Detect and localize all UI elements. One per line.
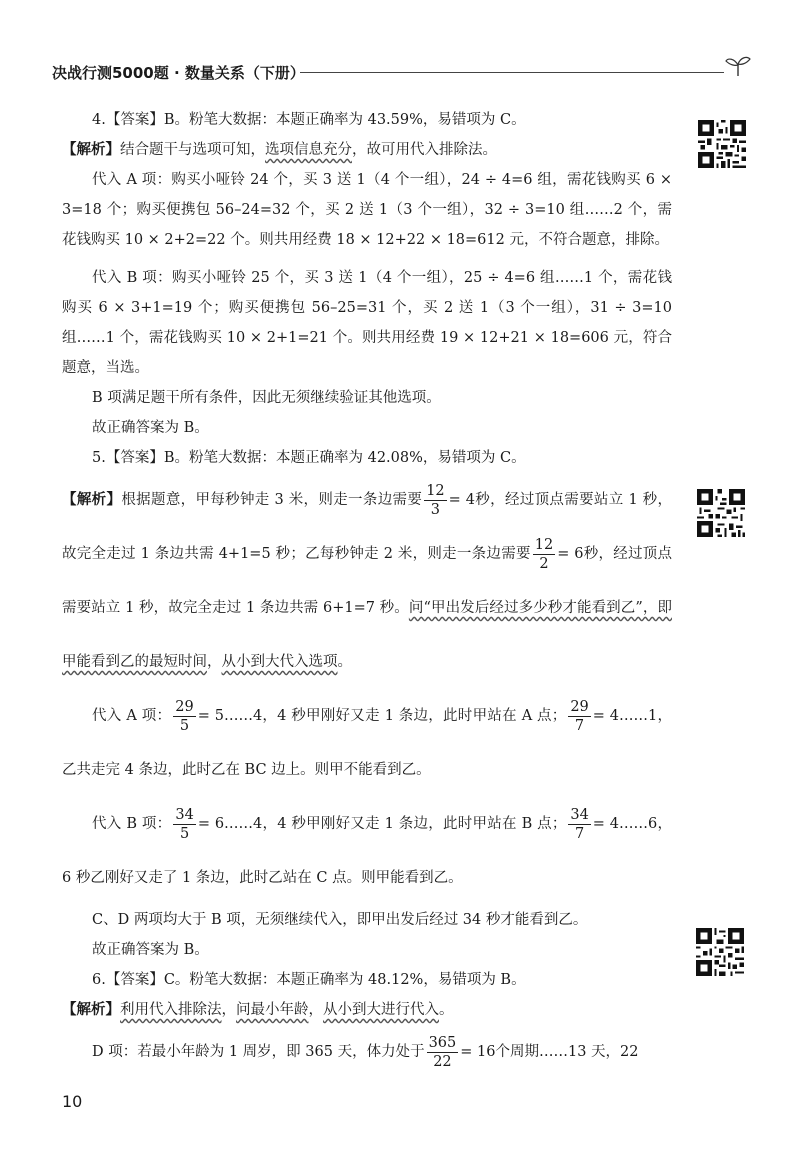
fraction-numerator: 29 bbox=[570, 698, 589, 715]
q4-note: B 项满足题干所有条件，因此无须继续验证其他选项。 bbox=[92, 390, 441, 406]
fraction bbox=[173, 806, 195, 843]
fraction-numerator: 12 bbox=[534, 536, 554, 553]
q6-d-pre: D 项：若最小年龄为 1 周岁，即 365 天，体力处于 bbox=[92, 1044, 425, 1060]
q4-option-b: 代入 B 项：购买小哑铃 25 个，买 3 送 1（4 个一组），25 ÷ 4=6 组……1 个，需花钱购买 6 × 3+1=19 个；购买便携包 56–25=31 个，买 2 送 1（3 个一组），31 ÷ 3=10 组……1 个，需花钱购买 10 × 2+1=21 个。则共用经费 19 × 12+21 × 18=606 元，符合题意，当选。 bbox=[62, 270, 672, 376]
qr-code-icon[interactable] bbox=[697, 489, 745, 537]
analysis-tag: 【解析】 bbox=[62, 492, 122, 508]
fraction-numerator: 29 bbox=[175, 698, 194, 715]
q5-text-7: 。 bbox=[337, 654, 352, 670]
fraction-denominator: 5 bbox=[179, 717, 190, 734]
q6-d-post: = 16个周期……13 天，22 bbox=[460, 1044, 639, 1060]
q5-text-2: = 4秒，经过顶点需要站立 1 秒，故完全走过 1 条边共需 4+1=5 秒；乙每秒钟走 2 米，则走一条边需要 bbox=[62, 492, 673, 562]
fraction bbox=[173, 698, 195, 735]
fraction-denominator: 3 bbox=[430, 501, 441, 518]
fraction-numerator: 34 bbox=[570, 806, 589, 823]
q6-text-4: ， bbox=[308, 1002, 323, 1018]
q5-text-1: 根据题意，甲每秒钟走 3 米，则走一条边需要 bbox=[121, 492, 423, 508]
analysis-tag: 【解析】 bbox=[62, 142, 120, 158]
q6-text-5: 从小到大进行代入 bbox=[323, 1002, 439, 1018]
q6-text-6: 。 bbox=[439, 1002, 454, 1018]
book-title: 决战行测5000题 · 数量关系（下册） bbox=[52, 64, 305, 82]
header-rule bbox=[300, 72, 724, 73]
q5-text-4: 问“甲出发后经过多少秒才能看到乙”，即甲能看到乙的最短时间 bbox=[62, 600, 672, 670]
q5-cd-line: C、D 两项均大于 B 项，无须继续代入，即甲出发后经过 34 秒才能看到乙。 bbox=[92, 912, 588, 928]
q5-option-a bbox=[62, 689, 672, 797]
q5-a-mid: = 5……4，4 秒甲刚好又走 1 条边，此时甲站在 A 点； bbox=[197, 708, 567, 724]
q5-conclusion: 故正确答案为 B。 bbox=[92, 942, 209, 958]
fraction bbox=[427, 1034, 459, 1071]
fraction bbox=[568, 698, 590, 735]
q6-answer-line bbox=[62, 965, 672, 995]
q5-a-pre: 代入 A 项： bbox=[92, 708, 172, 724]
fraction-denominator: 7 bbox=[574, 825, 585, 842]
q4-answer-text: 4.【答案】B。粉笔大数据：本题正确率为 43.59%，易错项为 C。 bbox=[92, 112, 526, 128]
q4-analysis-c: ，故可用代入排除法。 bbox=[352, 142, 497, 158]
q5-answer-line bbox=[62, 443, 672, 473]
page-number: 10 bbox=[62, 1092, 83, 1111]
sprout-icon bbox=[724, 54, 752, 78]
analysis-tag: 【解析】 bbox=[62, 1002, 120, 1018]
q6-text-3: 问最小年龄 bbox=[236, 1002, 309, 1018]
q4-analysis-a: 结合题干与选项可知， bbox=[120, 142, 265, 158]
fraction-denominator: 22 bbox=[433, 1053, 452, 1070]
fraction-numerator: 12 bbox=[426, 482, 445, 499]
q5-option-b bbox=[62, 797, 672, 905]
q5-b-mid: = 6……4，4 秒甲刚好又走 1 条边，此时甲站在 B 点； bbox=[197, 816, 567, 832]
q6-text-2: ， bbox=[221, 1002, 236, 1018]
q5-answer-text: 5.【答案】B。粉笔大数据：本题正确率为 42.08%，易错项为 C。 bbox=[92, 450, 526, 466]
fraction-denominator: 7 bbox=[574, 717, 585, 734]
qr-code-icon[interactable] bbox=[696, 928, 744, 976]
page-body bbox=[62, 105, 672, 1079]
qr-code-icon[interactable] bbox=[698, 120, 746, 168]
q4-conclusion: 故正确答案为 B。 bbox=[92, 420, 209, 436]
q4-option-a: 代入 A 项：购买小哑铃 24 个，买 3 送 1（4 个一组），24 ÷ 4=6 组，需花钱购买 6 × 3=18 个；购买便携包 56–24=32 个，买 2 送 1（3 个一组），32 ÷ 3=10 组……2 个，需花钱购买 10 × 2+2=22 个。则共用经费 18 × 12+22 × 18=612 元，不符合题意，排除。 bbox=[62, 172, 672, 248]
q5-a-post: = 4……1，乙共走完 4 条边，此时乙在 BC 边上。则甲不能看到乙。 bbox=[62, 708, 672, 778]
q4-analysis bbox=[62, 135, 672, 165]
q6-option-d bbox=[62, 1025, 672, 1079]
fraction-denominator: 5 bbox=[179, 825, 190, 842]
q6-text-1: 利用代入排除法 bbox=[120, 1002, 222, 1018]
q4-analysis-b: 选项信息充分 bbox=[265, 142, 352, 158]
q6-analysis bbox=[62, 995, 672, 1025]
fraction-numerator: 34 bbox=[175, 806, 194, 823]
fraction-numerator: 365 bbox=[428, 1034, 457, 1051]
fraction bbox=[424, 482, 446, 519]
q5-b-post: = 4……6，6 秒乙刚好又走了 1 条边，此时乙站在 C 点。则甲能看到乙。 bbox=[62, 816, 672, 886]
running-header bbox=[52, 60, 752, 86]
fraction bbox=[568, 806, 590, 843]
fraction bbox=[533, 536, 555, 573]
q4-answer-line bbox=[62, 105, 672, 135]
q5-text-6: 从小到大代入选项 bbox=[221, 654, 338, 670]
q5-analysis bbox=[62, 473, 672, 689]
q5-text-3: = 6秒，经过顶点需要站立 1 秒，故完全走过 1 条边共需 6+1=7 秒。 bbox=[62, 546, 673, 616]
q5-b-pre: 代入 B 项： bbox=[92, 816, 172, 832]
q5-text-5: ， bbox=[207, 654, 222, 670]
q6-answer-text: 6.【答案】C。粉笔大数据：本题正确率为 48.12%，易错项为 B。 bbox=[92, 972, 526, 988]
fraction-denominator: 2 bbox=[539, 555, 549, 572]
